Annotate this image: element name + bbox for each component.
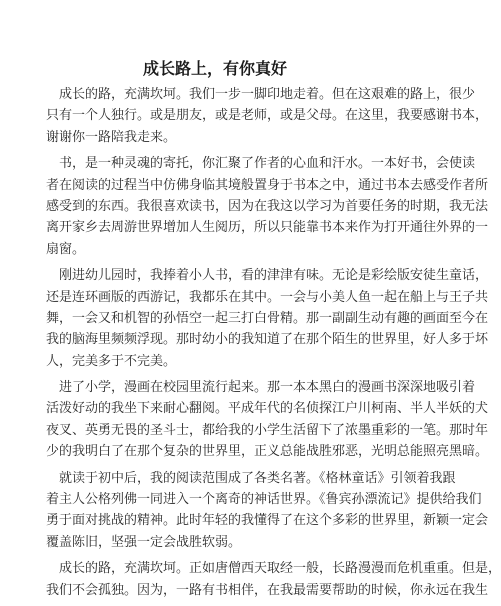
text-line: 者在阅读的过程当中仿佛身临其境般置身于书本之中，通过书本去感受作者所 — [46, 177, 489, 193]
text-line: 着主人公格列佛一同进入一个离奇的神话世界。《鲁宾孙漂流记》提供给我们 — [46, 492, 482, 508]
text-line: 谢谢你一路陪我走来。 — [46, 129, 177, 145]
text-line: 人，完美多于不完美。 — [46, 353, 177, 369]
text-line: 书，是一种灵魂的寄托，你汇聚了作者的心血和汗水。一本好书，会使读 — [46, 156, 476, 172]
text-line: 刚进幼儿园时，我捧着小人书，看的津津有味。无论是彩绘版安徒生童话， — [46, 268, 489, 284]
text-line: 离开家乡去周游世界增加人生阅历，所以只能靠书本来作为打开通往外界的一 — [46, 220, 489, 236]
text-line: 只有一个人独行。或是朋友，或是老师，或是父母。在这里，我要感谢书本， — [46, 108, 489, 124]
text-line: 我的脑海里频频浮现。那时幼小的我知道了在那个陌生的世界里，好人多于坏 — [46, 332, 489, 348]
text-line: 进了小学，漫画在校园里流行起来。那一本本黑白的漫画书深深地吸引着 — [46, 380, 476, 396]
text-line: 少的我明白了在那个复杂的世界里，正义总能战胜邪恶，光明总能照亮黑暗。 — [46, 444, 489, 460]
paragraph — [46, 377, 489, 463]
text-line: 我们不会孤独。因为，一路有书相伴，在我最需要帮助的时候，你永远在我生 — [46, 582, 489, 598]
text-line: 还是连环画版的西游记，我都乐在其中。一会与小美人鱼一起在船上与王子共 — [46, 289, 489, 305]
paragraph — [46, 468, 489, 554]
article-body — [46, 84, 501, 606]
text-line: 扇窗。 — [46, 241, 86, 257]
paragraph — [46, 558, 501, 601]
text-line: 夜叉、英勇无畏的圣斗士，都给我的小学生活留下了浓墨重彩的一笔。那时年 — [46, 422, 489, 438]
text-line: 成长的路，充满坎坷。正如唐僧西天取经一般，长路漫漫而危机重重。但是， — [46, 561, 501, 577]
paragraph — [46, 265, 489, 372]
text-line: 舞，一会又和机智的孙悟空一起三打白骨精。那一副副生动有趣的画面至今在 — [46, 310, 489, 326]
text-line: 勇于面对挑战的精神。此时年轻的我懂得了在这个多彩的世界里，新颖一定会 — [46, 513, 489, 529]
text-line: 覆盖陈旧，坚强一定会战胜软弱。 — [46, 534, 242, 550]
text-line: 就读于初中后，我的阅读范围成了各类名著。《格林童话》引领着我跟 — [46, 470, 456, 486]
text-line: 活泼好动的我坐下来耐心翻阅。平成年代的名侦探江户川柯南、半人半妖的犬 — [46, 401, 489, 417]
paragraph — [46, 84, 489, 148]
text-line: 成长的路，充满坎坷。我们一步一脚印地走着。但在这艰难的路上，很少 — [46, 87, 476, 102]
text-line: 感受到的东西。我很喜欢读书，因为在我这以学习为首要任务的时期，我无法 — [46, 198, 489, 214]
page-title: 成长路上，有你真好 — [142, 59, 287, 78]
paragraph — [46, 153, 489, 260]
